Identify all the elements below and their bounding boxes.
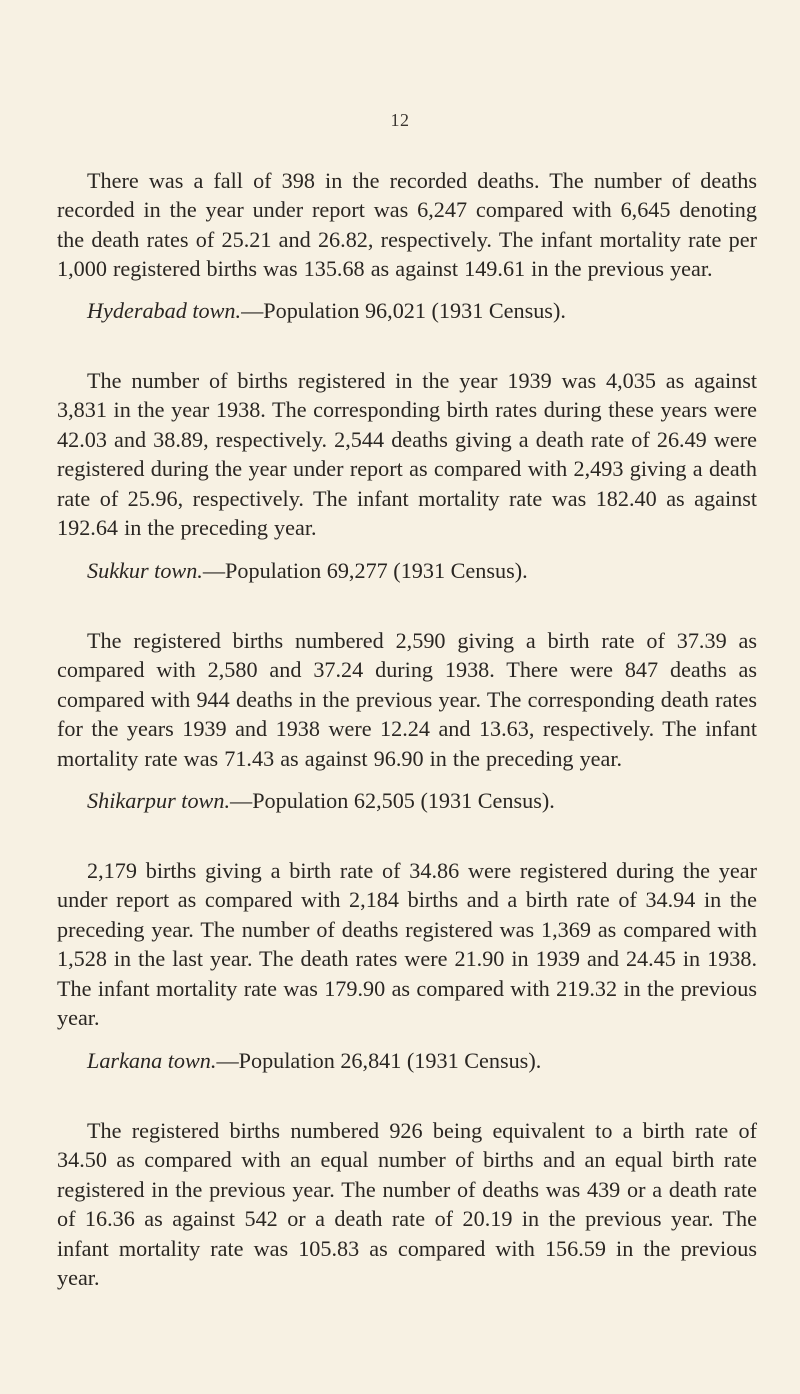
intro-paragraph-text: There was a fall of 398 in the recorded deaths. The number of deaths recorded in the year under report was 6,247 compared with 6,645 denoting the death rates of 25.21 and 26.82, respectively. The infant mortality rate per 1,000 registered births was 135.68 as against 149.61 in the previous year.	[57, 168, 757, 282]
shikarpur-paragraph-text: 2,179 births giving a birth rate of 34.86 were registered during the year under report as compared with 2,184 births and a birth rate of 34.94 in the preceding year. The number of deaths registered was 1,369 as compared with 1,528 in the last year. The death rates were 21.90 in 1939 and 24.45 in 1938. The infant mortality rate was 179.90 as compared with 219.32 in the previous year.	[57, 858, 757, 1031]
shikarpur-heading	[57, 786, 757, 815]
page-number: 12	[390, 110, 410, 130]
sukkur-population: —Population 69,277 (1931 Census).	[202, 558, 528, 583]
sukkur-paragraph	[57, 626, 757, 773]
hyderabad-population: —Population 96,021 (1931 Census).	[241, 298, 566, 323]
shikarpur-paragraph	[57, 856, 757, 1032]
sukkur-heading	[57, 556, 757, 585]
hyderabad-paragraph	[57, 366, 757, 542]
hyderabad-paragraph-text: The number of births registered in the year 1939 was 4,035 as against 3,831 in the year 1938. The corresponding birth rates during these years were 42.03 and 38.89, respectively. 2,544 deaths giving a death rate of 26.49 were registered during the year under report as compared with 2,493 giving a death rate of 25.96, respectively. The infant mortality rate was 182.40 as against 192.64 in the preceding year.	[57, 368, 757, 541]
sukkur-paragraph-text: The registered births numbered 2,590 giving a birth rate of 37.39 as compared with 2,580 and 37.24 during 1938. There were 847 deaths as compared with 944 deaths in the previous year. The corresponding death rates for the years 1939 and 1938 were 12.24 and 13.63, respectively. The infant mortality rate was 71.43 as against 96.90 in the preceding year.	[57, 628, 757, 771]
hyderabad-town-name: Hyderabad town.	[87, 298, 242, 323]
larkana-town-name: Larkana town.	[87, 1048, 217, 1073]
shikarpur-population: —Population 62,505 (1931 Census).	[230, 788, 555, 813]
intro-paragraph	[57, 166, 757, 284]
larkana-paragraph-text: The registered births numbered 926 being equivalent to a birth rate of 34.50 as compared with an equal number of births and an equal birth rate registered in the previous year. The number of deaths was 439 or a death rate of 16.36 as against 542 or a death rate of 20.19 in the previous year. The infant mortality rate was 105.83 as compared with 156.59 in the previous year.	[57, 1118, 757, 1291]
hyderabad-heading	[57, 296, 757, 325]
shikarpur-town-name: Shikarpur town.	[87, 788, 230, 813]
larkana-population: —Population 26,841 (1931 Census).	[216, 1048, 542, 1073]
larkana-heading	[57, 1046, 757, 1075]
larkana-paragraph	[57, 1116, 757, 1292]
sukkur-town-name: Sukkur town.	[87, 558, 203, 583]
